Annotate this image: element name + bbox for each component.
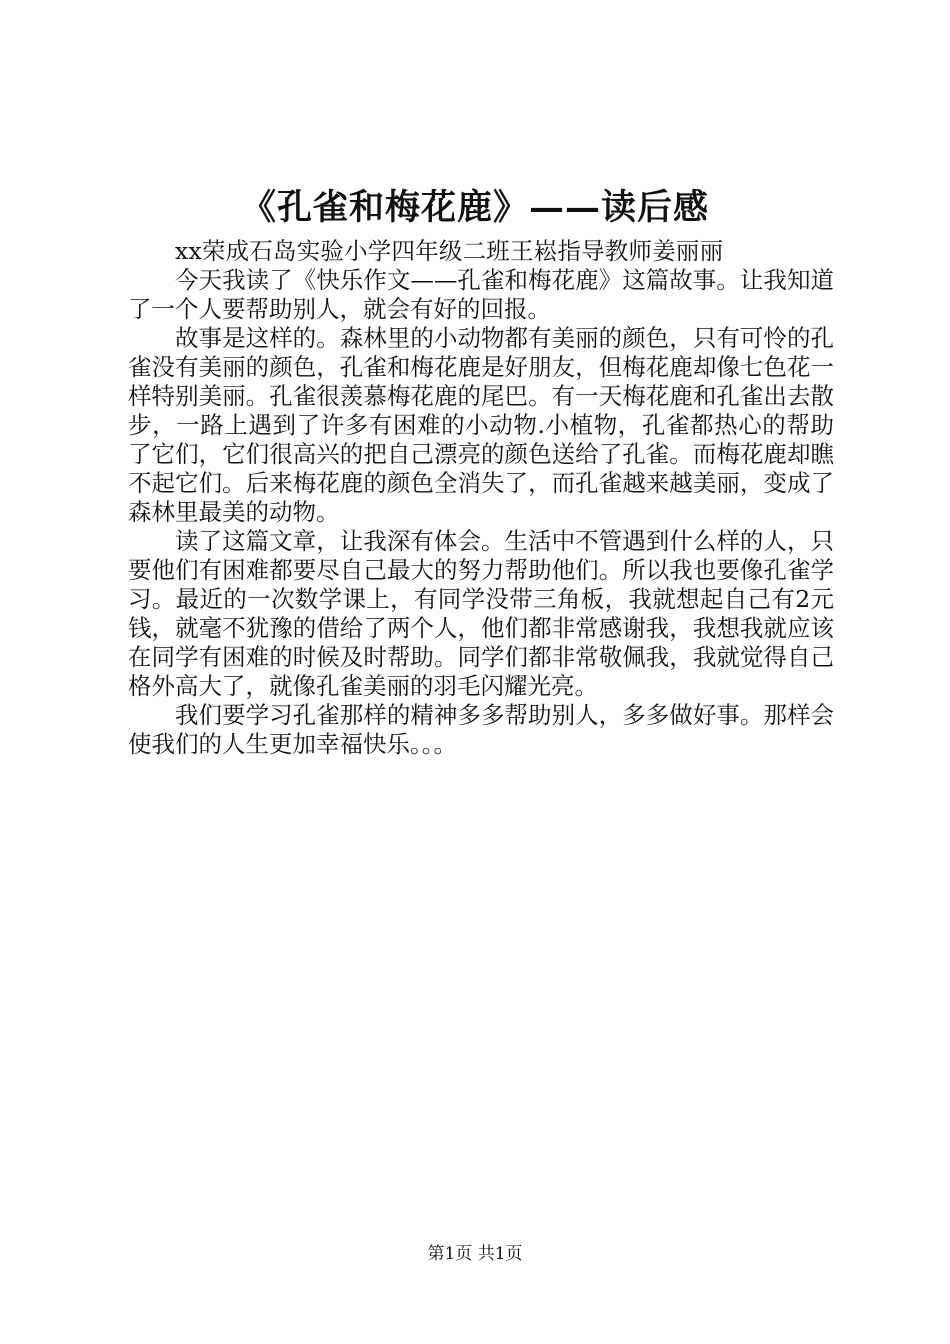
document-title: 《孔雀和梅花鹿》——读后感 (240, 187, 709, 228)
paragraph-2: 故事是这样的。森林里的小动物都有美丽的颜色，只有可怜的孔雀没有美丽的颜色，孔雀和梅花鹿是好朋友，但梅花鹿却像七色花一样特别美丽。孔雀很羡慕梅花鹿的尾巴。有一天梅花鹿和孔雀出去散步，一路上遇到了许多有困难的小动物.小植物，孔雀都热心的帮助了它们，它们很高兴的把自己漂亮的颜色送给了孔雀。而梅花鹿却瞧不起它们。后来梅花鹿的颜色全消失了，而孔雀越来越美丽，变成了森林里最美的动物。 (128, 324, 834, 526)
paragraph-4: 我们要学习孔雀那样的精神多多帮助别人，多多做好事。那样会使我们的人生更加幸福快乐。。。 (128, 701, 834, 758)
document-body (128, 237, 834, 759)
page-footer: 第1页 共1页 (427, 1244, 523, 1264)
paragraph-3: 读了这篇文章，让我深有体会。生活中不管遇到什么样的人，只要他们有困难都要尽自己最大的努力帮助他们。所以我也要像孔雀学习。最近的一次数学课上，有同学没带三角板，我就想起自己有2元钱，就毫不犹豫的借给了两个人，他们都非常感谢我，我想我就应该在同学有困难的时候及时帮助。同学们都非常敬佩我，我就觉得自己格外高大了，就像孔雀美丽的羽毛闪耀光亮。 (128, 527, 834, 700)
author-line: xx荣成石岛实验小学四年级二班王崧指导教师姜丽丽 (175, 237, 724, 265)
paragraph-1: 今天我读了《快乐作文——孔雀和梅花鹿》这篇故事。让我知道了一个人要帮助别人，就会有好的回报。 (128, 266, 834, 323)
